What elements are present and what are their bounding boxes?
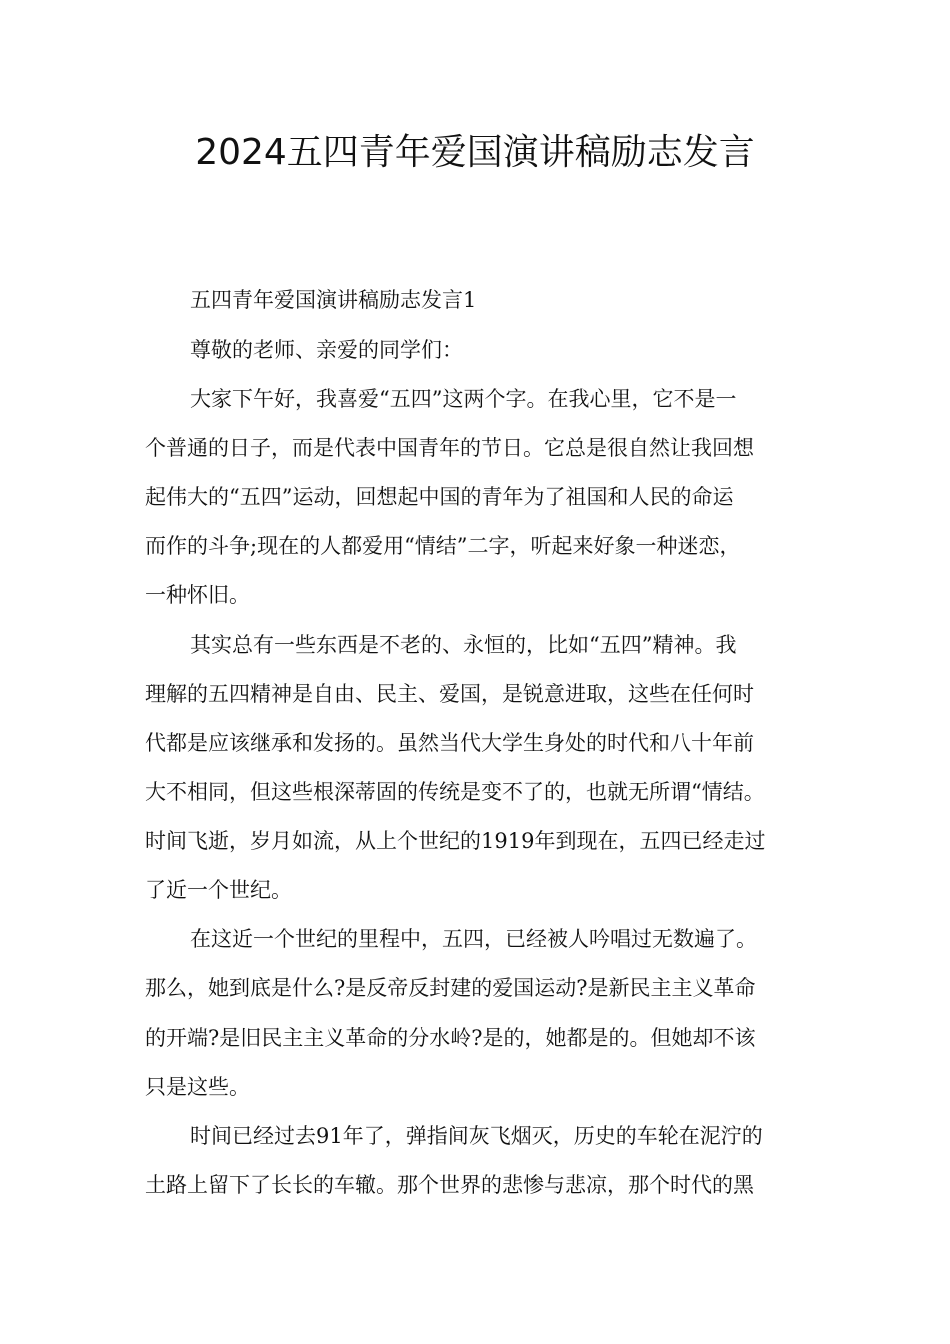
document-title: 2024五四青年爱国演讲稿励志发言	[195, 132, 755, 173]
paragraph-line: 其实总有一些东西是不老的、永恒的，比如“五四”精神。我	[190, 633, 737, 657]
paragraph-line: 大家下午好，我喜爱“五四”这两个字。在我心里，它不是一	[190, 387, 737, 411]
paragraph-line: 时间已经过去91年了，弹指间灰飞烟灭，历史的车轮在泥泞的	[190, 1124, 763, 1148]
paragraph-line: 理解的五四精神是自由、民主、爱国，是锐意进取，这些在任何时	[145, 682, 754, 706]
salutation: 尊敬的老师、亲爱的同学们：	[190, 338, 463, 362]
paragraph-line: 在这近一个世纪的里程中，五四，已经被人吟唱过无数遍了。	[190, 927, 757, 951]
paragraph-line: 的开端?是旧民主主义革命的分水岭?是的，她都是的。但她却不该	[145, 1026, 756, 1050]
paragraph-line: 那么，她到底是什么?是反帝反封建的爱国运动?是新民主主义革命	[145, 976, 756, 1000]
paragraph-line: 大不相同，但这些根深蒂固的传统是变不了的，也就无所谓“情结。	[145, 780, 765, 804]
paragraph-line: 起伟大的“五四”运动，回想起中国的青年为了祖国和人民的命运	[145, 485, 734, 509]
paragraph-line: 一种怀旧。	[145, 583, 250, 607]
paragraph-line: 而作的斗争;现在的人都爱用“情结”二字，听起来好象一种迷恋，	[145, 534, 741, 558]
paragraph-line: 只是这些。	[145, 1075, 250, 1099]
paragraph-line: 代都是应该继承和发扬的。虽然当代大学生身处的时代和八十年前	[145, 731, 754, 755]
paragraph-line: 了近一个世纪。	[145, 878, 292, 902]
paragraph-line: 时间飞逝，岁月如流，从上个世纪的1919年到现在，五四已经走过	[145, 829, 766, 853]
section-heading: 五四青年爱国演讲稿励志发言1	[190, 288, 477, 312]
paragraph-line: 土路上留下了长长的车辙。那个世界的悲惨与悲凉，那个时代的黑	[145, 1173, 754, 1197]
paragraph-line: 个普通的日子，而是代表中国青年的节日。它总是很自然让我回想	[145, 436, 754, 460]
